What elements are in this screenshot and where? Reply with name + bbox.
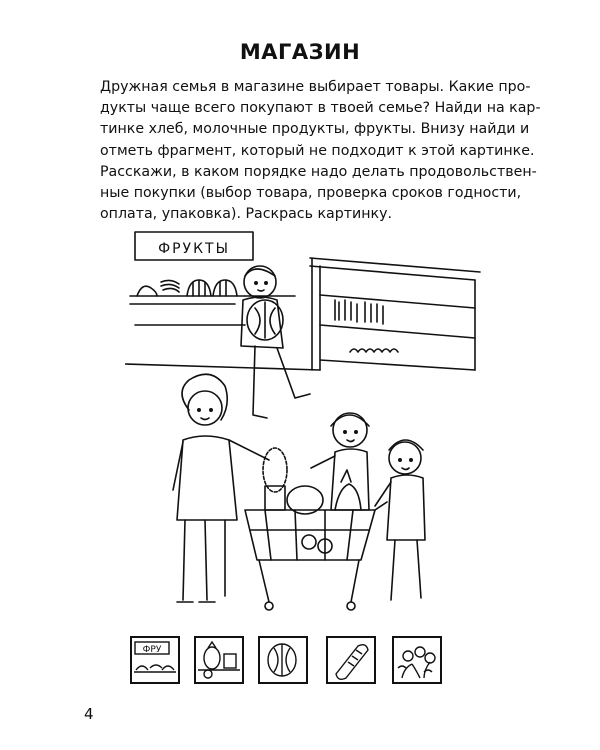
small-boy-figure xyxy=(375,440,425,600)
shop-illustration xyxy=(125,220,485,620)
fragment-bread[interactable] xyxy=(326,636,376,684)
page-title: МАГАЗИН xyxy=(239,40,361,64)
fragment-cart-pineapple[interactable] xyxy=(194,636,244,684)
fragment-watermelon[interactable] xyxy=(258,636,308,684)
instruction-line: ные покупки (выбор товара, проверка сроков годности, xyxy=(100,185,522,202)
instruction-line: дукты чаще всего покупают в твоей семье? Найди на кар- xyxy=(100,100,541,117)
instruction-line: оплата, упаковка). Раскрась картинку. xyxy=(100,206,392,223)
fruit-sign xyxy=(135,232,253,260)
instruction-line: отметь фрагмент, который не подходит к этой картинке. xyxy=(100,142,535,159)
girl-figure xyxy=(311,413,369,510)
instructions-paragraph xyxy=(100,77,541,225)
instruction-line: Расскажи, в каком порядке надо делать продовольствен- xyxy=(100,163,537,180)
fruit-sign-label: ФРУКТЫ xyxy=(158,241,230,257)
boy-with-watermelon xyxy=(241,266,310,418)
shelving-unit xyxy=(310,258,480,370)
page-number: 4 xyxy=(84,705,94,723)
instruction-line: тинке хлеб, молочные продукты, фрукты. Внизу найди и xyxy=(100,121,530,138)
mother-figure xyxy=(173,374,269,602)
fragment-fruit-sign[interactable] xyxy=(130,636,180,684)
fragment-flowers[interactable] xyxy=(392,636,442,684)
fragment-sign-label: ФРУ xyxy=(142,645,162,655)
instruction-line: Дружная семья в магазине выбирает товары. Какие про- xyxy=(100,79,531,95)
shopping-cart xyxy=(245,470,387,610)
fragment-strip xyxy=(128,628,458,698)
